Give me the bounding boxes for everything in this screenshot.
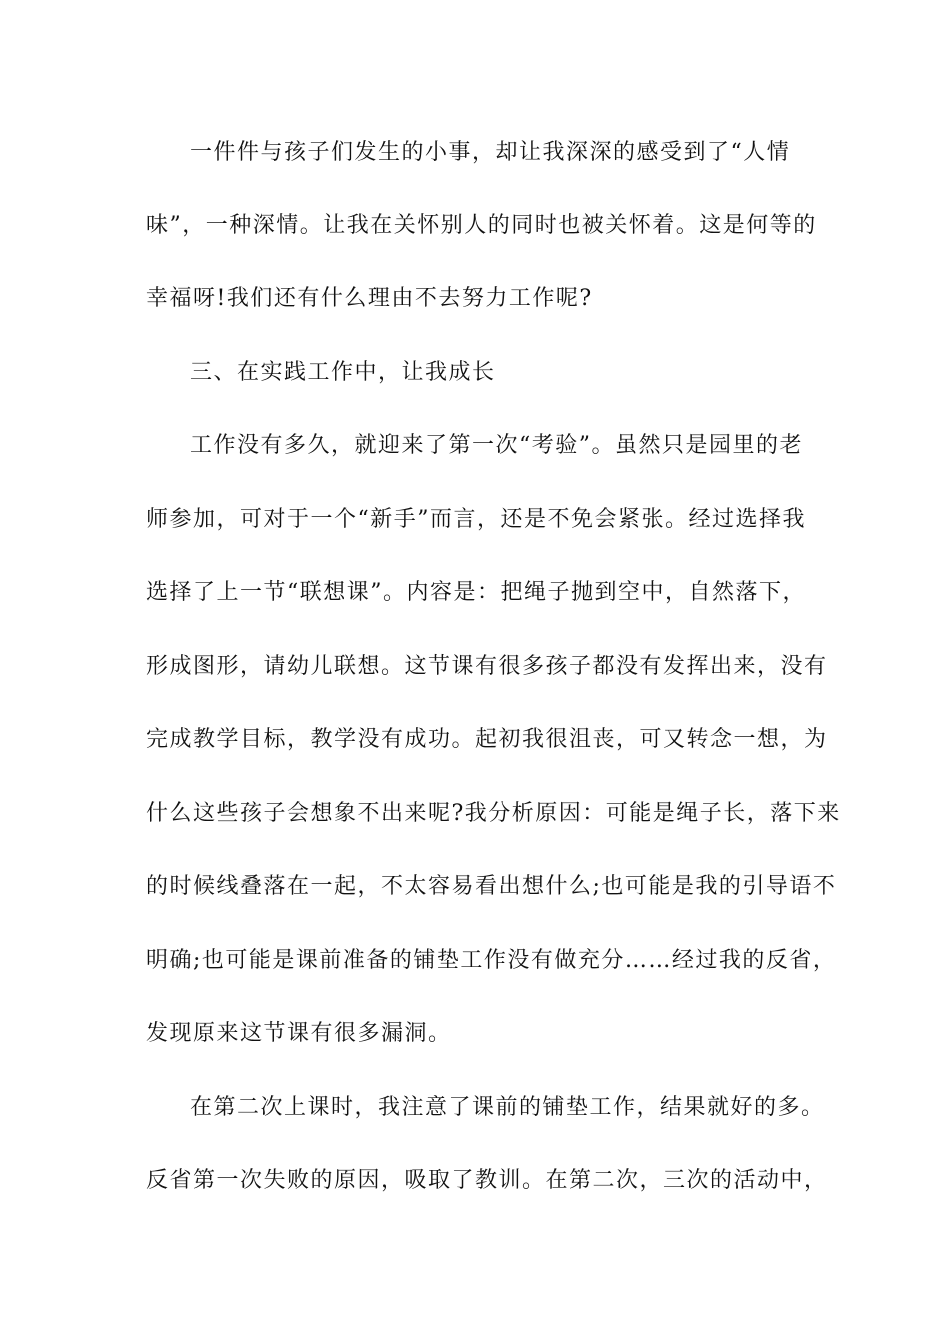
paragraph-line: 的时候线叠落在一起，不太容易看出想什么;也可能是我的引导语不 bbox=[146, 874, 837, 899]
paragraph-line: 选择了上一节“联想课”。内容是：把绳子抛到空中，自然落下， bbox=[146, 580, 806, 605]
paragraph-line: 发现原来这节课有很多漏洞。 bbox=[146, 1021, 452, 1046]
section-heading: 三、在实践工作中，让我成长 bbox=[190, 360, 496, 385]
paragraph-line: 味”，一种深情。让我在关怀别人的同时也被关怀着。这是何等的 bbox=[146, 213, 817, 238]
paragraph-line: 工作没有多久，就迎来了第一次“考验”。虽然只是园里的老 bbox=[190, 433, 803, 458]
paragraph-line: 明确;也可能是课前准备的铺垫工作没有做充分……经过我的反省， bbox=[146, 948, 837, 973]
paragraph-line: 师参加，可对于一个“新手”而言，还是不免会紧张。经过选择我 bbox=[146, 507, 806, 532]
paragraph-line: 形成图形，请幼儿联想。这节课有很多孩子都没有发挥出来，没有 bbox=[146, 654, 828, 679]
paragraph-line: 完成教学目标，教学没有成功。起初我很沮丧，可又转念一想，为 bbox=[146, 727, 828, 752]
paragraph-line: 什么这些孩子会想象不出来呢?我分析原因：可能是绳子长，落下来 bbox=[146, 801, 841, 826]
paragraph-line: 在第二次上课时，我注意了课前的铺垫工作，结果就好的多。 bbox=[190, 1095, 825, 1120]
paragraph-line: 反省第一次失败的原因，吸取了教训。在第二次，三次的活动中， bbox=[146, 1168, 828, 1193]
paragraph-line: 一件件与孩子们发生的小事，却让我深深的感受到了“人情 bbox=[190, 140, 791, 165]
paragraph-line: 幸福呀!我们还有什么理由不去努力工作呢? bbox=[146, 286, 593, 311]
